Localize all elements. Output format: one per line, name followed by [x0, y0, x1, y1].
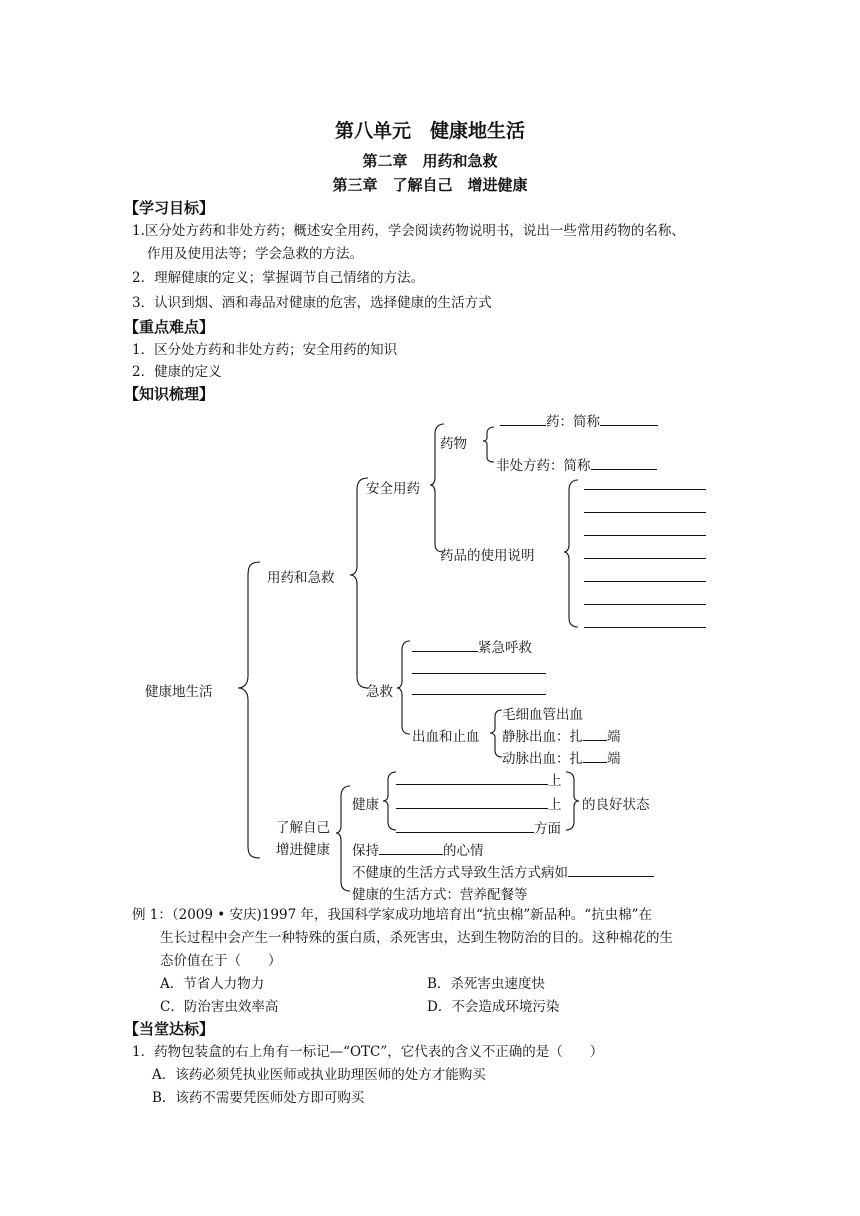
tree-safe-medication: 安全用药	[366, 481, 420, 497]
tree-health-1	[396, 769, 562, 789]
practice-option-a: A．该药必须凭执业医师或执业助理医师的处方才能购买	[152, 1067, 486, 1083]
tree-otc-label: 非处方药：简称	[496, 458, 591, 474]
tree-healthy-lifestyle: 健康的生活方式：营养配餐等	[352, 887, 528, 903]
goal-1-line-2: 作用及使用法等；学会急救的方法。	[147, 246, 363, 262]
example-line-2: 生长过程中会产生一种特殊的蛋白质，杀死害虫，达到生物防治的目的。这种棉花的生	[160, 930, 673, 946]
goal-2: 2．理解健康的定义；掌握调节自己情绪的方法。	[132, 270, 425, 286]
blank-rx-abbr	[600, 411, 658, 426]
blank-disease	[568, 862, 654, 877]
blank-instruction-7	[584, 627, 706, 628]
blank-instruction-2	[584, 512, 706, 513]
tree-good-state: 的良好状态	[582, 797, 650, 813]
chapter-3-title: 第三章 了解自己 增进健康	[332, 176, 528, 194]
tree-first-aid: 急救	[366, 684, 393, 700]
blank-instruction-3	[584, 535, 706, 536]
blank-health-1	[396, 770, 548, 785]
example-option-d: D．不会造成环境污染	[427, 999, 560, 1015]
blank-instruction-5	[584, 581, 706, 582]
tree-keep-label: 保持	[352, 843, 379, 859]
page-title: 第八单元 健康地生活	[334, 120, 525, 142]
tree-capillary: 毛细血管出血	[502, 707, 583, 723]
tree-instructions: 药品的使用说明	[440, 548, 535, 564]
tree-health-3-suffix: 方面	[534, 821, 561, 837]
tree-otc	[496, 454, 657, 474]
blank-vein	[583, 726, 607, 741]
tree-keep-suffix: 的心情	[443, 843, 484, 859]
tree-heading: 【知识梳理】	[124, 385, 215, 403]
key-point-1: 1．区分处方药和非处方药；安全用药的知识	[132, 342, 398, 358]
tree-rx-suffix: 药：简称	[546, 414, 600, 430]
chapter-2-title: 第二章 用药和急救	[362, 152, 498, 170]
tree-unhealthy	[352, 861, 654, 881]
blank-otc-abbr	[591, 455, 657, 470]
blank-mood	[379, 840, 443, 855]
example-option-b: B．杀死害虫速度快	[427, 976, 545, 992]
tree-unhealthy-label: 不健康的生活方式导致生活方式病如	[352, 865, 568, 881]
blank-rx-type	[500, 411, 546, 426]
goal-3: 3．认识到烟、酒和毒品对健康的危害，选择健康的生活方式	[132, 295, 492, 311]
tree-health-3	[396, 817, 561, 837]
tree-vein-end: 端	[607, 729, 621, 745]
practice-heading: 【当堂达标】	[124, 1020, 215, 1038]
tree-bleeding: 出血和止血	[412, 729, 480, 745]
tree-health: 健康	[352, 797, 379, 813]
blank-health-2	[396, 794, 548, 809]
tree-emergency-label: 紧急呼救	[478, 640, 532, 656]
example-line-1: 例 1：（2009 • 安庆)1997 年，我国科学家成功地培育出“抗虫棉”新品种。“抗虫棉”在	[132, 907, 653, 923]
tree-vein-label: 静脉出血：扎	[502, 729, 583, 745]
goals-heading: 【学习目标】	[124, 199, 215, 217]
blank-instruction-1	[584, 489, 706, 490]
blank-emergency	[412, 637, 478, 652]
tree-prescription	[500, 410, 658, 430]
tree-branch-self-b: 增进健康	[276, 842, 330, 858]
example-option-a: A．节省人力物力	[160, 976, 265, 992]
tree-health-1-suffix: 上	[548, 773, 562, 789]
blank-first-aid-1	[412, 673, 546, 674]
tree-keep-mood	[352, 839, 484, 859]
blank-instruction-6	[584, 604, 706, 605]
blank-first-aid-2	[412, 694, 546, 695]
blank-health-3	[396, 818, 534, 833]
blank-artery	[583, 748, 607, 763]
tree-drug: 药物	[440, 436, 467, 452]
practice-option-b: B．该药不需要凭医师处方即可购买	[152, 1090, 365, 1106]
tree-artery-label: 动脉出血：扎	[502, 751, 583, 767]
tree-vein	[502, 725, 621, 745]
tree-emergency-call	[412, 636, 532, 656]
key-heading: 【重点难点】	[124, 318, 215, 336]
goal-1-line-1: 1.区分处方药和非处方药；概述安全用药，学会阅读药物说明书，说出一些常用药物的名称、	[132, 223, 685, 239]
tree-branch-medicine: 用药和急救	[267, 570, 335, 586]
key-point-2: 2．健康的定义	[132, 364, 222, 380]
tree-branch-self-a: 了解自己	[276, 820, 330, 836]
practice-question-1: 1．药物包装盒的右上角有一标记—“OTC”，它代表的含义不正确的是（ ）	[132, 1044, 604, 1060]
tree-artery	[502, 747, 621, 767]
blank-instruction-4	[584, 558, 706, 559]
tree-root: 健康地生活	[145, 684, 213, 700]
tree-artery-end: 端	[607, 751, 621, 767]
tree-health-2-suffix: 上	[548, 797, 562, 813]
example-line-3: 态价值在于（ ）	[160, 953, 282, 969]
tree-health-2	[396, 793, 562, 813]
example-option-c: C．防治害虫效率高	[160, 999, 279, 1015]
